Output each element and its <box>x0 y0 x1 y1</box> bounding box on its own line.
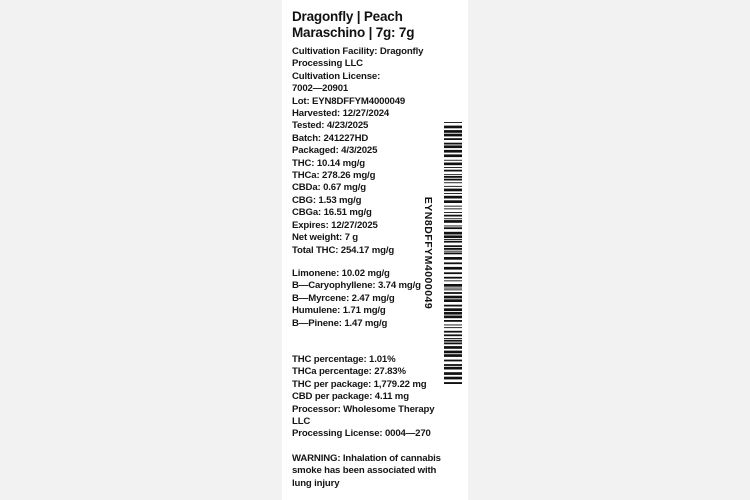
barcode-bar <box>444 160 462 161</box>
barcode-bar <box>444 338 462 339</box>
barcode-bar <box>444 308 462 311</box>
barcode-bar <box>444 145 462 148</box>
barcode-bar <box>444 212 462 213</box>
barcode-bar <box>444 267 462 270</box>
barcode-bar <box>444 227 462 229</box>
barcode-bar <box>444 232 462 235</box>
barcode-bar <box>444 280 462 281</box>
processor-name: Processor: Wholesome Therapy LLC <box>292 403 435 428</box>
barcode-bar <box>444 239 462 240</box>
total-thc: Total THC: 254.17 mg/g <box>292 244 395 256</box>
barcode-bar <box>444 343 462 345</box>
thca-percentage: THCa percentage: 27.83% <box>292 366 406 378</box>
tested-date: Tested: 4/23/2025 <box>292 120 369 132</box>
barcode-bar <box>444 174 462 175</box>
processing-license: Processing License: 0004—270 <box>292 428 431 440</box>
terpene-myrcene: B—Myrcene: 2.47 mg/g <box>292 292 395 304</box>
barcode-bar <box>444 170 462 172</box>
barcode-bar <box>444 360 462 362</box>
barcode-bar <box>444 257 462 260</box>
expires-date: Expires: 12/27/2025 <box>292 219 378 231</box>
barcode-bar <box>444 262 462 264</box>
terpene-pinene: B—Pinene: 1.47 mg/g <box>292 317 388 329</box>
barcode-bar <box>444 382 462 384</box>
barcode-bar <box>444 163 462 166</box>
barcode-bar <box>444 372 462 375</box>
barcode-bar <box>444 289 462 290</box>
thc-percentage: THC percentage: 1.01% <box>292 354 396 365</box>
barcode-bar <box>444 245 462 247</box>
barcode-bar <box>444 134 462 137</box>
barcode-bar <box>444 220 462 223</box>
label-details <box>292 46 442 257</box>
terpene-caryophyllene: B—Caryophyllene: 3.74 mg/g <box>292 280 421 292</box>
health-warning <box>292 453 442 490</box>
barcode-bar <box>444 316 462 319</box>
cultivation-facility: Cultivation Facility: Dragonfly Processing LLC <box>292 46 424 70</box>
product-label <box>282 0 468 500</box>
cultivation-license-number: 7002—20901 <box>292 83 349 95</box>
barcode-bar <box>444 296 462 299</box>
barcode-bar <box>444 272 462 274</box>
barcode-bar <box>444 218 462 219</box>
barcode-bar <box>444 312 462 315</box>
barcode-bar <box>444 320 462 322</box>
barcode-bar <box>444 364 462 366</box>
barcode-bar <box>444 305 462 307</box>
barcode-bar <box>444 208 462 209</box>
thc-per-package: THC per package: 1,779.22 mg <box>292 378 427 390</box>
barcode-bar <box>444 143 462 145</box>
potency-summary <box>292 354 442 441</box>
packaged-date: Packaged: 4/3/2025 <box>292 145 378 157</box>
barcode-bar <box>444 150 462 153</box>
barcode-bar <box>444 193 462 194</box>
barcode-bar <box>444 251 462 252</box>
barcode-bar <box>444 351 462 354</box>
barcode-bar <box>444 377 462 380</box>
cultivation-license-label: Cultivation License: <box>292 70 381 82</box>
cbd-per-package: CBD per package: 4.11 mg <box>292 391 409 403</box>
barcode-bar <box>444 253 462 255</box>
barcode-bar <box>444 179 462 181</box>
barcode-bar <box>444 288 462 289</box>
barcode-bar <box>444 331 462 333</box>
barcode-bar <box>444 215 462 217</box>
barcode-bar <box>444 176 462 178</box>
warning-text: WARNING: Inhalation of cannabis smoke has been associated with lung injury <box>292 453 441 489</box>
barcode-bar <box>444 346 462 349</box>
batch-number: Batch: 241227HD <box>292 132 369 144</box>
terpene-limonene: Limonene: 10.02 mg/g <box>292 268 390 279</box>
barcode-bar <box>444 226 462 227</box>
barcode-bar <box>444 248 462 250</box>
cbg-value: CBG: 1.53 mg/g <box>292 194 362 206</box>
barcode-bar <box>444 340 462 342</box>
cbga-value: CBGa: 16.51 mg/g <box>292 207 372 219</box>
barcode-bar <box>444 130 462 133</box>
barcode-bar <box>444 206 462 207</box>
thc-value: THC: 10.14 mg/g <box>292 157 365 169</box>
barcode-bar <box>444 367 462 370</box>
barcode-bar <box>444 196 462 199</box>
barcode-number-text: EYN8DFFYM4000049 <box>422 196 434 310</box>
barcode-bar <box>444 126 462 129</box>
barcode-icon <box>444 122 462 384</box>
barcode-bar <box>444 325 462 326</box>
barcode-bar <box>444 189 462 192</box>
barcode-bar <box>444 334 462 336</box>
barcode-bar <box>444 292 462 294</box>
barcode-bar <box>444 138 462 140</box>
barcode-bar <box>444 186 462 187</box>
barcode-bar <box>444 299 462 302</box>
barcode-bar <box>444 284 462 287</box>
barcode-bar <box>444 122 462 123</box>
barcode-bar <box>444 154 462 157</box>
barcode-bar <box>444 241 462 243</box>
thca-value: THCa: 278.26 mg/g <box>292 170 376 182</box>
barcode-bar <box>444 167 462 168</box>
lot-number: Lot: EYN8DFFYM4000049 <box>292 95 406 107</box>
barcode-bar <box>444 235 462 238</box>
product-title: Dragonfly | Peach Maraschino | 7g: 7g <box>292 9 415 40</box>
terpene-humulene: Humulene: 1.71 mg/g <box>292 305 386 317</box>
barcode-bar <box>444 327 462 328</box>
net-weight: Net weight: 7 g <box>292 232 358 244</box>
harvested-date: Harvested: 12/27/2024 <box>292 108 390 120</box>
barcode-bar <box>444 277 462 279</box>
terpene-list <box>292 268 442 330</box>
barcode-bar <box>444 200 462 203</box>
barcode-bar <box>444 354 462 357</box>
cbda-value: CBDa: 0.67 mg/g <box>292 182 366 194</box>
barcode-bar <box>444 182 462 183</box>
